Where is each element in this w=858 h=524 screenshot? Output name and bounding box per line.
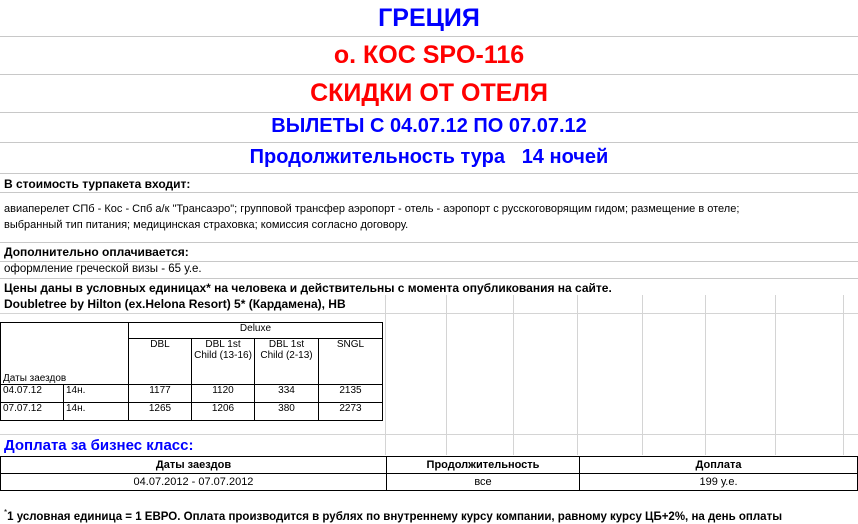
- rate-value: 1177: [129, 385, 192, 403]
- rate-value: 1120: [192, 385, 255, 403]
- grid-row-line: [0, 434, 858, 435]
- business-title: Доплата за бизнес класс:: [4, 437, 194, 454]
- rate-value: 2273: [319, 403, 383, 421]
- grid-col-line: [577, 295, 578, 455]
- grid-col-line: [385, 295, 386, 455]
- grid-col-line: [843, 295, 844, 455]
- row-border: [0, 112, 858, 113]
- country-title: ГРЕЦИЯ: [378, 4, 480, 32]
- business-header-row: [1, 457, 858, 474]
- duration-title: [0, 146, 858, 172]
- col-sngl: SNGL: [319, 339, 383, 385]
- col-dbl-child-2-13: DBL 1st Child (2-13): [255, 339, 319, 385]
- rate-value: 1265: [129, 403, 192, 421]
- business-duration: все: [387, 474, 580, 491]
- grid-col-line: [642, 295, 643, 455]
- includes-line-1: авиаперелет СПб - Кос - Спб а/к "Трансаэро"; групповой трансфер аэропорт - отель - аэропорт с русскоговорящим гидом; размещение в отеле;: [4, 203, 740, 215]
- rates-room-row: [1, 323, 383, 339]
- grid-col-line: [446, 295, 447, 455]
- grid-col-line: [513, 295, 514, 455]
- prices-note: Цены даны в условных единицах* на человека и действительны с момента опубликования на сайте.: [4, 281, 612, 295]
- includes-line-2: выбранный тип питания; медицинская страховка; комиссия согласно договору.: [4, 219, 409, 231]
- departures-title: ВЫЛЕТЫ С 04.07.12 ПО 07.07.12: [271, 115, 587, 137]
- grid-col-line: [705, 295, 706, 455]
- row-border: [0, 278, 858, 279]
- grid-row-line: [0, 313, 858, 314]
- rates-date-header-cell: [1, 323, 129, 385]
- row-border: [0, 173, 858, 174]
- includes-title: В стоимость турпакета входит:: [4, 177, 191, 191]
- table-row: [1, 403, 383, 421]
- duration-label: Продолжительность тура: [249, 146, 506, 168]
- table-row: [1, 474, 858, 491]
- business-dates: 04.07.2012 - 07.07.2012: [1, 474, 387, 491]
- grid-col-line: [775, 295, 776, 455]
- footnote-text: 1 условная единица = 1 ЕВРО. Оплата производится в рублях по внутреннему курсу компании, равному курсу ЦБ+2%, на день оплаты: [7, 510, 783, 523]
- business-table: [0, 456, 858, 491]
- row-border: [0, 36, 858, 37]
- rate-value: 380: [255, 403, 319, 421]
- business-header-duration: Продолжительность: [387, 457, 580, 474]
- rate-date: 04.07.12: [1, 385, 64, 403]
- extra-item: оформление греческой визы - 65 у.е.: [4, 263, 202, 275]
- business-header-supplement: Доплата: [580, 457, 858, 474]
- business-supplement: 199 у.е.: [580, 474, 858, 491]
- footnote: [4, 508, 782, 523]
- island-title: о. КОС SPO-116: [333, 41, 525, 69]
- rate-nights: 14н.: [64, 385, 129, 403]
- footnote-marker: *: [4, 508, 8, 517]
- row-border: [0, 261, 858, 262]
- discount-title: СКИДКИ ОТ ОТЕЛЯ: [310, 79, 548, 107]
- extra-title: Дополнительно оплачивается:: [4, 245, 189, 259]
- rates-table: [0, 322, 383, 421]
- hotel-name: Doubletree by Hilton (ex.Helona Resort) 5* (Кардамена), HB: [4, 297, 346, 311]
- rate-value: 1206: [192, 403, 255, 421]
- rates-date-header: Даты заездов: [3, 373, 67, 384]
- rate-value: 334: [255, 385, 319, 403]
- row-border: [0, 192, 858, 193]
- row-border: [0, 142, 858, 143]
- row-border: [0, 242, 858, 243]
- row-border: [0, 74, 858, 75]
- rate-nights: 14н.: [64, 403, 129, 421]
- table-row: [1, 385, 383, 403]
- rate-value: 2135: [319, 385, 383, 403]
- rate-date: 07.07.12: [1, 403, 64, 421]
- col-dbl: DBL: [129, 339, 192, 385]
- room-type-header: Deluxe: [129, 323, 383, 339]
- col-dbl-child-13-16: DBL 1st Child (13-16): [192, 339, 255, 385]
- duration-value: 14 ночей: [521, 146, 609, 168]
- business-header-dates: Даты заездов: [1, 457, 387, 474]
